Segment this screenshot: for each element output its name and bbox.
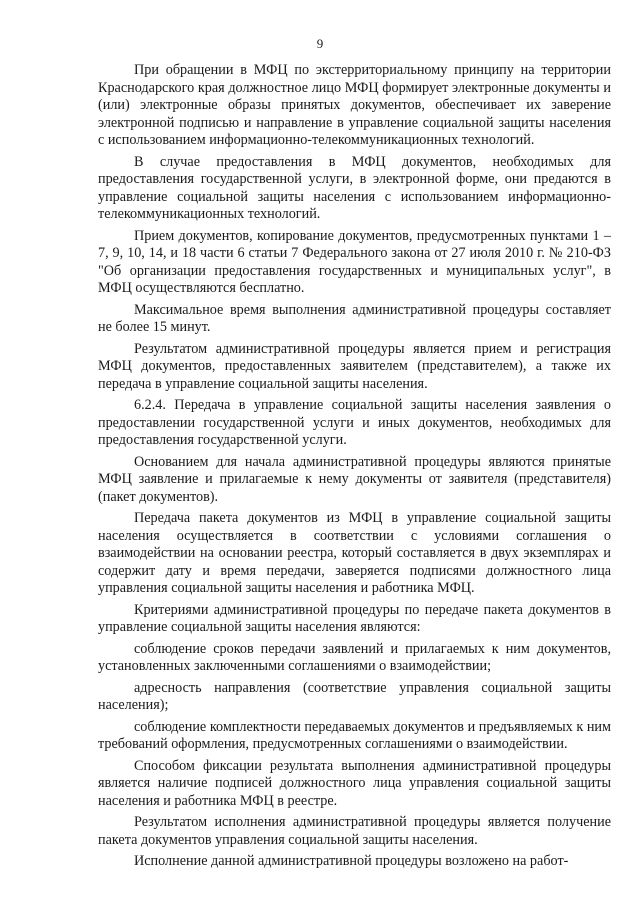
- page-number: 9: [316, 36, 324, 51]
- paragraph: Исполнение данной административной процедуры возложено на работ-: [134, 853, 569, 869]
- paragraph: адресность направления (соответствие управления социальной защиты населения);: [98, 679, 611, 713]
- paragraph: Способом фиксации результата выполнения административной процедуры является наличие подписей должностного лица управления социальной защиты населения и работника МФЦ в реестре.: [98, 757, 611, 809]
- paragraph: Критериями административной процедуры по передаче пакета документов в управление социальной защиты населения являются:: [98, 601, 611, 635]
- paragraph: Передача пакета документов из МФЦ в управление социальной защиты населения осуществляется в соответствии с условиями соглашения о взаимодействии на основании реестра, который составляется в двух экземплярах и содержит дату и время передачи, заверяется подписями должностного лица управления социальной защиты населения и работника МФЦ.: [98, 510, 611, 596]
- paragraph: соблюдение сроков передачи заявлений и прилагаемых к ним документов, установленных заключенными соглашениями о взаимодействии;: [98, 640, 611, 674]
- paragraph: соблюдение комплектности передаваемых документов и предъявляемых к ним требований оформления, предусмотренных соглашениями о взаимодействии.: [98, 718, 611, 752]
- paragraph: 6.2.4. Передача в управление социальной защиты населения заявления о предоставлении государственной услуги и иных документов, необходимых для предоставления государственной услуги.: [98, 397, 611, 448]
- paragraph: Основанием для начала административной процедуры являются принятые МФЦ заявление и прилагаемые к нему документы от заявителя (представителя) (пакет документов).: [98, 453, 611, 505]
- paragraph: Прием документов, копирование документов, предусмотренных пунктами 1 – 7, 9, 10, 14, и 18 части 6 статьи 7 Федерального закона от 27 июля 2010 г. № 210-ФЗ "Об организации предоставления государственных и муниципальных услуг", в МФЦ осуществляются бесплатно.: [98, 227, 611, 296]
- paragraph: При обращении в МФЦ по экстерриториальному принципу на территории Краснодарского края должностное лицо МФЦ формирует электронные документы и (или) электронные образы принятых документов, обеспечивает их заверение электронной подписью и направление в управление социальной защиты населения с использованием информационно-телекоммуникационных технологий.: [98, 62, 611, 148]
- paragraph: Максимальное время выполнения административной процедуры составляет не более 15 минут.: [98, 301, 611, 335]
- paragraph: Результатом административной процедуры является прием и регистрация МФЦ документов, предоставленных заявителем (представителем), а также их передача в управление социальной защиты населения.: [98, 340, 611, 392]
- document-body: [98, 62, 611, 875]
- paragraph: Результатом исполнения административной процедуры является получение пакета документов управления социальной защиты населения.: [98, 814, 611, 848]
- paragraph: В случае предоставления в МФЦ документов, необходимых для предоставления государственной услуги, в электронной форме, они предаются в управление социальной защиты населения с использованием информационно-телекоммуникационных технологий.: [98, 153, 611, 222]
